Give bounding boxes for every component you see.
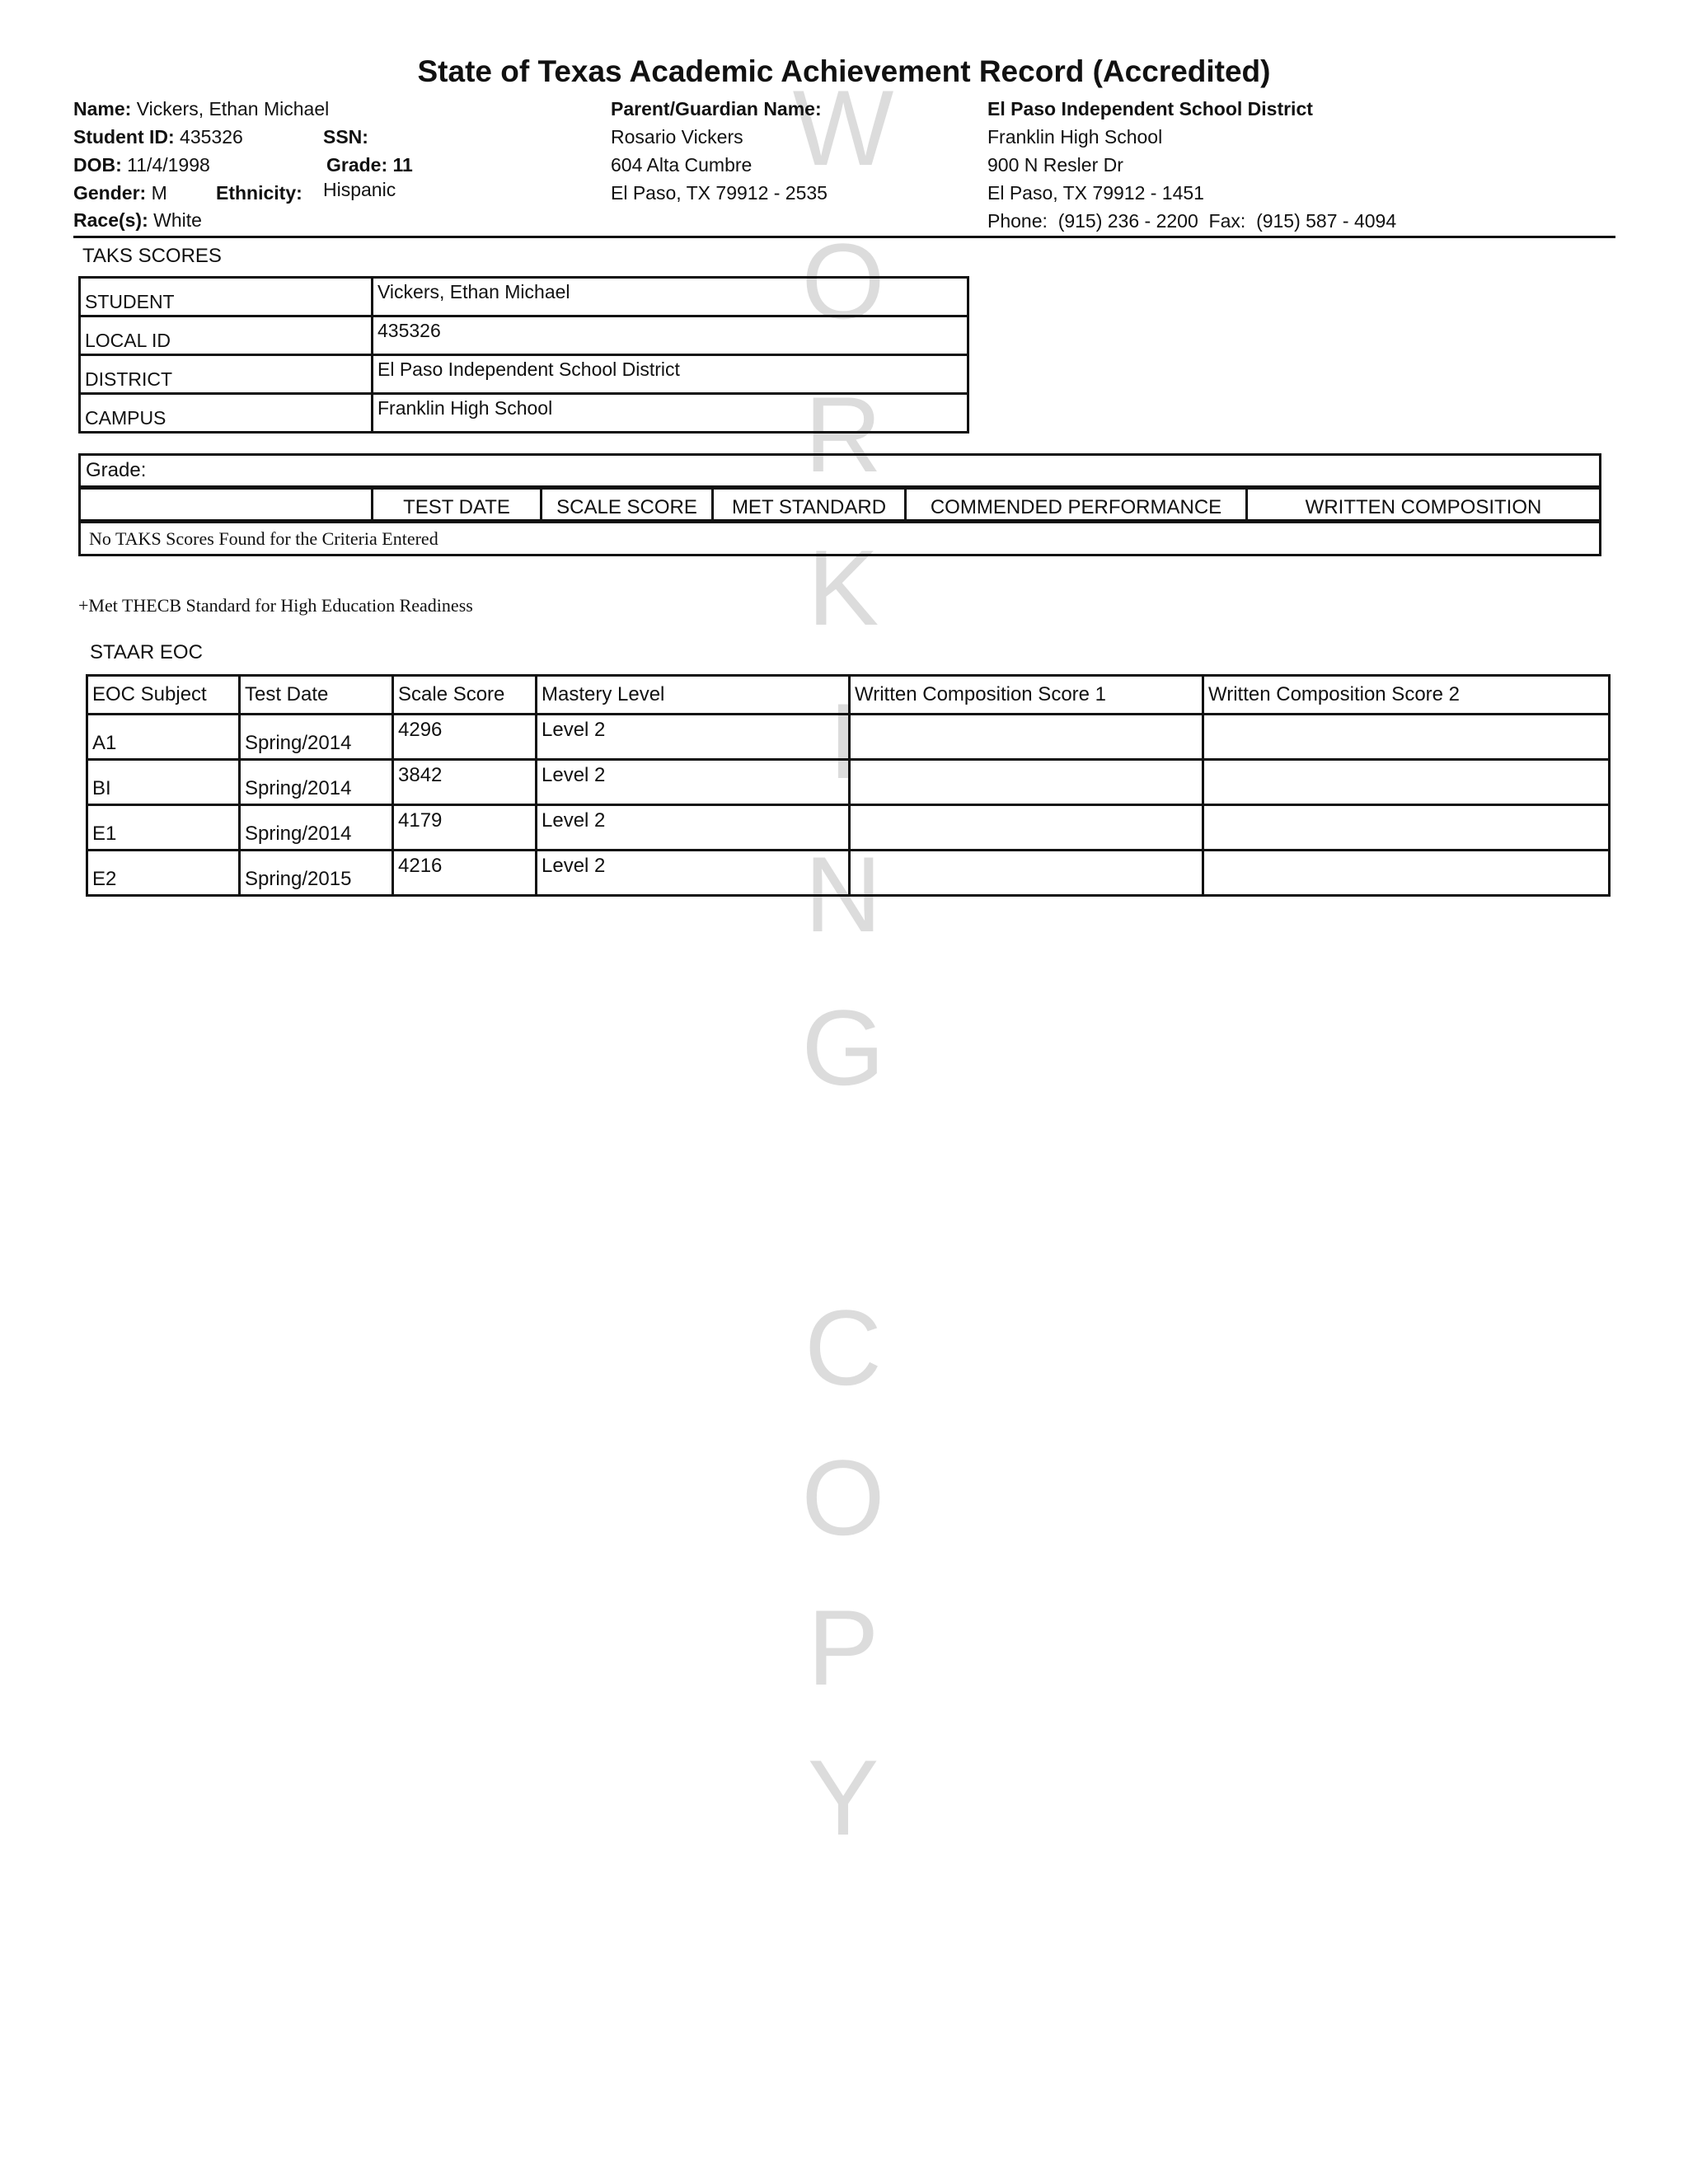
eoc-test-date: Spring/2014 [240, 805, 393, 851]
watermark-letter: G [801, 987, 885, 1108]
info-value: Franklin High School [373, 394, 968, 433]
page-title: State of Texas Academic Achievement Record (Accredited) [417, 54, 1271, 88]
eoc-scale-score: 3842 [393, 760, 537, 805]
eoc-wc-score-2 [1203, 805, 1610, 851]
student-id: 435326 [180, 126, 243, 148]
guardian-address-line1: 604 Alta Cumbre [611, 154, 753, 176]
student-name-line [73, 95, 329, 123]
watermark-letter: O [801, 1437, 885, 1558]
dob-label: DOB: [73, 154, 122, 176]
column-header [80, 488, 373, 522]
watermark-letter: N [804, 834, 882, 954]
eoc-scale-score: 4216 [393, 851, 537, 896]
watermark-letter: W [792, 68, 894, 188]
watermark-letter: P [807, 1587, 879, 1708]
watermark-letter: K [807, 527, 879, 648]
table-row [87, 805, 1610, 851]
taks-student-info-table [78, 276, 969, 434]
eoc-test-date: Spring/2014 [240, 760, 393, 805]
watermark-letter: O [801, 221, 885, 341]
eoc-test-date: Spring/2015 [240, 851, 393, 896]
eoc-mastery-level: Level 2 [537, 715, 850, 760]
column-header: WRITTEN COMPOSITION [1247, 488, 1601, 522]
eoc-subject: A1 [87, 715, 240, 760]
info-value: El Paso Independent School District [373, 355, 968, 394]
info-label: LOCAL ID [80, 316, 373, 355]
eoc-wc-score-2 [1203, 851, 1610, 896]
eoc-wc-score-2 [1203, 715, 1610, 760]
watermark-letter: R [804, 374, 882, 494]
no-scores-message: No TAKS Scores Found for the Criteria Entered [80, 522, 1601, 555]
staar-eoc-table [86, 674, 1611, 897]
eoc-mastery-level: Level 2 [537, 805, 850, 851]
guardian-address-line2: El Paso, TX 79912 - 2535 [611, 182, 828, 204]
eoc-scale-score: 4296 [393, 715, 537, 760]
phone-label: Phone: [987, 210, 1048, 232]
eoc-test-date: Spring/2014 [240, 715, 393, 760]
taks-grade-row [80, 455, 1601, 488]
info-label: STUDENT [80, 278, 373, 316]
taks-message-row [80, 522, 1601, 555]
fax-number: (915) 587 - 4094 [1256, 210, 1397, 232]
ethnicity-value: Hispanic [323, 179, 396, 200]
taks-grade-label: Grade: [80, 455, 1601, 488]
race-label: Race(s): [73, 209, 148, 231]
column-header: TEST DATE [373, 488, 542, 522]
column-header: Mastery Level [537, 676, 850, 715]
race-value: White [153, 209, 202, 231]
table-row [87, 851, 1610, 896]
student-id-line [73, 123, 243, 151]
header-divider [73, 236, 1615, 238]
eoc-wc-score-1 [850, 805, 1203, 851]
eoc-wc-score-2 [1203, 760, 1610, 805]
grade-value: 11 [392, 154, 413, 176]
taks-info-row [80, 316, 968, 355]
taks-section-label: TAKS SCORES [82, 245, 222, 267]
eoc-wc-score-1 [850, 851, 1203, 896]
guardian-name: Rosario Vickers [611, 126, 743, 148]
column-header: EOC Subject [87, 676, 240, 715]
watermark-letter: Y [807, 1737, 879, 1858]
watermark-letter: I [828, 681, 859, 801]
info-label: DISTRICT [80, 355, 373, 394]
watermark-letter: C [804, 1287, 882, 1408]
thecb-note: +Met THECB Standard for High Education Readiness [78, 595, 473, 616]
student-id-label: Student ID: [73, 126, 175, 148]
table-row [87, 760, 1610, 805]
name-label: Name: [73, 98, 132, 120]
eoc-header-row [87, 676, 1610, 715]
school-address-line2: El Paso, TX 79912 - 1451 [987, 182, 1204, 204]
table-row [87, 715, 1610, 760]
column-header: Scale Score [393, 676, 537, 715]
school-block [987, 95, 1396, 235]
dob-line [73, 151, 210, 179]
eoc-wc-score-1 [850, 760, 1203, 805]
info-value: Vickers, Ethan Michael [373, 278, 968, 316]
district-name: El Paso Independent School District [987, 98, 1313, 120]
column-header: Written Composition Score 2 [1203, 676, 1610, 715]
gender-value: M [151, 182, 167, 204]
eoc-mastery-level: Level 2 [537, 851, 850, 896]
school-address-line1: 900 N Resler Dr [987, 154, 1123, 176]
taks-header-row [80, 488, 1601, 522]
dob-value: 11/4/1998 [127, 154, 210, 176]
student-name: Vickers, Ethan Michael [136, 98, 330, 120]
gender-line [73, 179, 167, 207]
gender-label: Gender: [73, 182, 147, 204]
ethnicity-line [216, 179, 302, 207]
phone-number: (915) 236 - 2200 [1057, 210, 1198, 232]
ssn-label: SSN: [323, 126, 368, 148]
ethnicity-label: Ethnicity: [216, 182, 302, 204]
eoc-subject: BI [87, 760, 240, 805]
school-contact-line [987, 207, 1396, 235]
taks-scores-table [78, 453, 1601, 556]
eoc-subject: E1 [87, 805, 240, 851]
eoc-mastery-level: Level 2 [537, 760, 850, 805]
taks-info-row [80, 278, 968, 316]
taks-info-row [80, 394, 968, 433]
column-header: COMMENDED PERFORMANCE [906, 488, 1247, 522]
column-header: MET STANDARD [713, 488, 906, 522]
grade-line [326, 151, 413, 179]
column-header: Test Date [240, 676, 393, 715]
fax-label: Fax: [1208, 210, 1246, 232]
info-label: CAMPUS [80, 394, 373, 433]
eoc-subject: E2 [87, 851, 240, 896]
taks-info-row [80, 355, 968, 394]
guardian-label: Parent/Guardian Name: [611, 98, 822, 120]
campus-name: Franklin High School [987, 126, 1163, 148]
grade-label: Grade: [326, 154, 388, 176]
info-value: 435326 [373, 316, 968, 355]
column-header: Written Composition Score 1 [850, 676, 1203, 715]
race-line [73, 206, 202, 234]
eoc-scale-score: 4179 [393, 805, 537, 851]
staar-section-label: STAAR EOC [90, 641, 203, 663]
ssn-line [323, 123, 368, 151]
eoc-wc-score-1 [850, 715, 1203, 760]
column-header: SCALE SCORE [542, 488, 713, 522]
guardian-block [611, 95, 828, 207]
